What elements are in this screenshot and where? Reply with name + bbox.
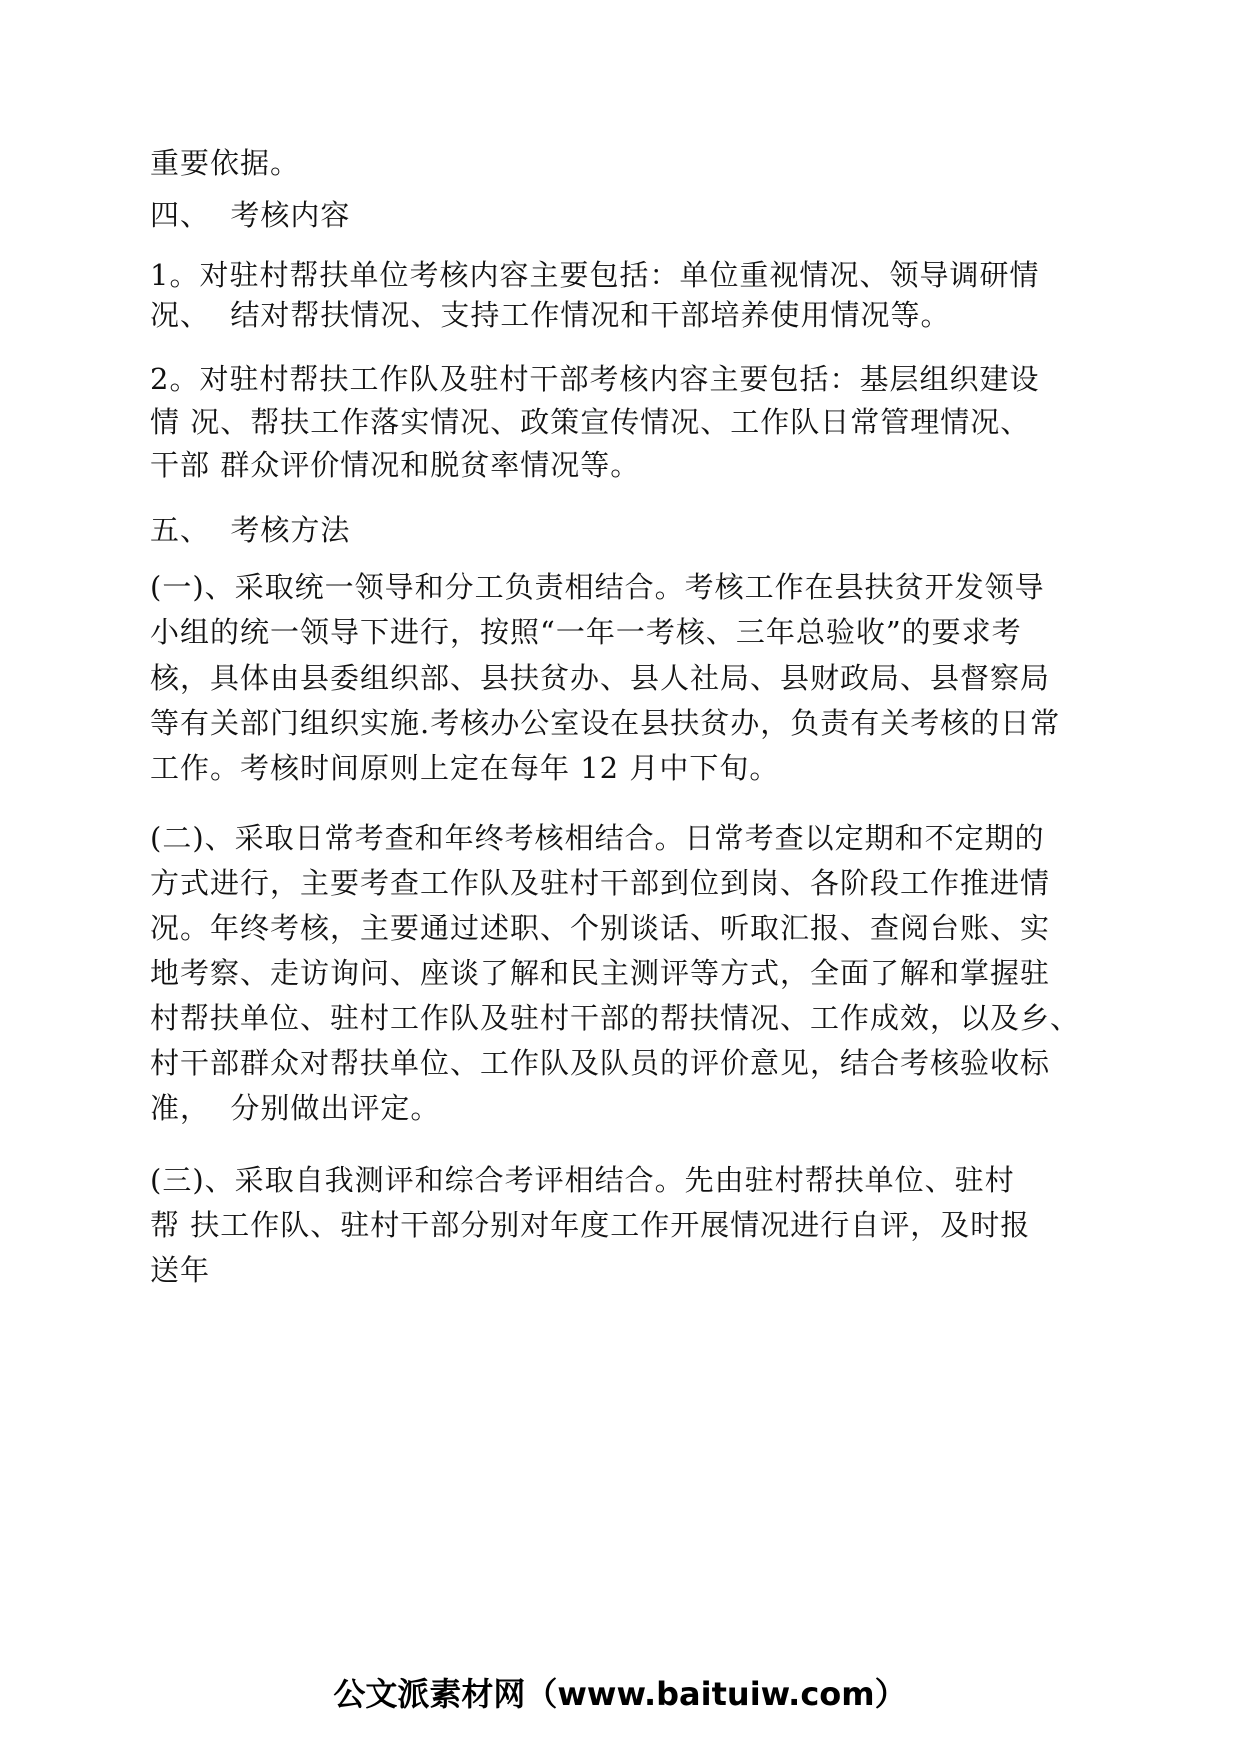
- method-2-line: 方式进行，主要考查工作队及驻村干部到位到岗、各阶段工作推进情: [150, 866, 1051, 900]
- item-1-line: 况、 结对帮扶情况、支持工作情况和干部培养使用情况等。: [150, 298, 951, 332]
- footer-watermark: 公文派素材网（www.baituiw.com）: [333, 1675, 907, 1713]
- method-1-line: 工作。考核时间原则上定在每年 12 月中下旬。: [150, 751, 780, 785]
- method-1-line: 核，具体由县委组织部、县扶贫办、县人社局、县财政局、县督察局: [150, 661, 1051, 695]
- method-3-line: 送年: [150, 1253, 211, 1287]
- method-3-line: (三)、采取自我测评和综合考评相结合。先由驻村帮扶单位、驻村: [150, 1163, 1015, 1197]
- section-four-heading: 四、 考核内容: [150, 198, 351, 232]
- item-2-line: 2。对驻村帮扶工作队及驻村干部考核内容主要包括：基层组织建设: [150, 362, 1040, 396]
- continuation-line: 重要依据。: [150, 146, 301, 180]
- method-1-line: (一)、采取统一领导和分工负责相结合。考核工作在县扶贫开发领导: [150, 570, 1045, 604]
- method-2-line: 地考察、走访询问、座谈了解和民主测评等方式，全面了解和掌握驻: [150, 956, 1051, 990]
- method-1-line: 小组的统一领导下进行，按照“一年一考核、三年总验收”的要求考: [150, 615, 1022, 649]
- method-2-line: 村帮扶单位、驻村工作队及驻村干部的帮扶情况、工作成效，以及乡、: [150, 1001, 1081, 1035]
- section-five-heading: 五、 考核方法: [150, 513, 351, 547]
- item-2-line: 情 况、帮扶工作落实情况、政策宣传情况、工作队日常管理情况、: [150, 405, 1031, 439]
- method-3-line: 帮 扶工作队、驻村干部分别对年度工作开展情况进行自评，及时报: [150, 1208, 1031, 1242]
- method-2-line: (二)、采取日常考查和年终考核相结合。日常考查以定期和不定期的: [150, 821, 1045, 855]
- method-2-line: 村干部群众对帮扶单位、工作队及队员的评价意见，结合考核验收标: [150, 1046, 1051, 1080]
- method-1-line: 等有关部门组织实施.考核办公室设在县扶贫办，负责有关考核的日常: [150, 706, 1061, 740]
- item-2-line: 干部 群众评价情况和脱贫率情况等。: [150, 448, 641, 482]
- method-2-line: 准， 分别做出评定。: [150, 1091, 441, 1125]
- method-2-line: 况。年终考核，主要通过述职、个别谈话、听取汇报、查阅台账、实: [150, 911, 1051, 945]
- item-1-line: 1。对驻村帮扶单位考核内容主要包括：单位重视情况、领导调研情: [150, 258, 1040, 292]
